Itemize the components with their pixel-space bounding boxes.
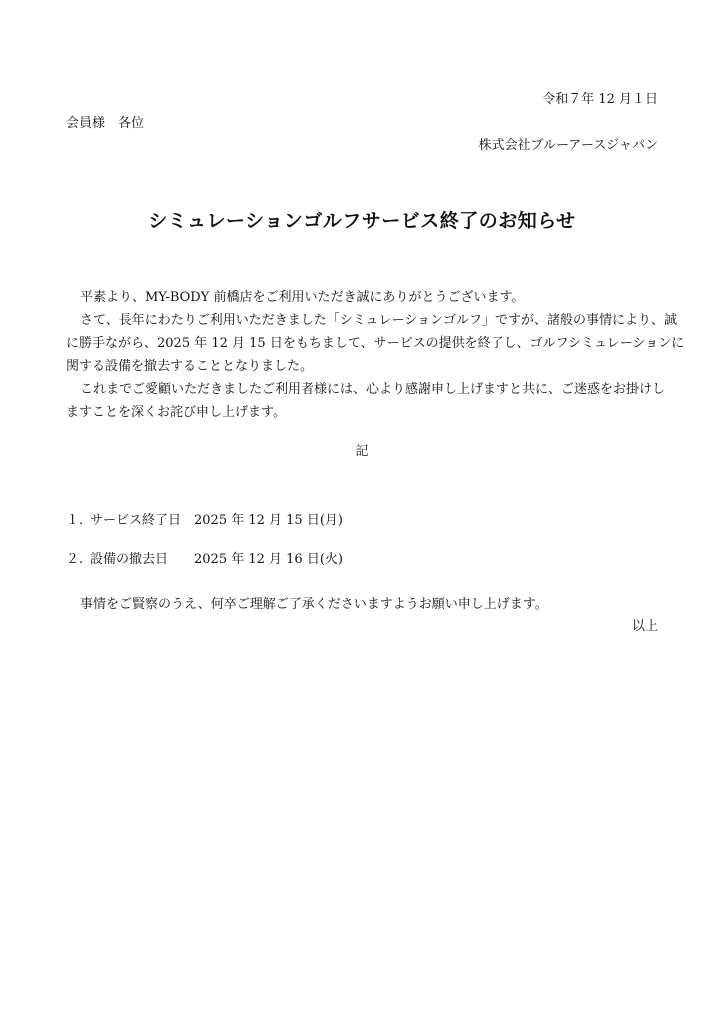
document-date: 令和７年 12 月１日 [542, 92, 658, 107]
item-number: ２. [66, 552, 84, 567]
item-removal-date [66, 552, 343, 568]
item-number: １. [66, 513, 84, 528]
closing-sentence: 事情をご賢察のうえ、何卒ご理解ご了承くださいますようお願い申し上げます。 [80, 597, 548, 612]
item-service-end [66, 513, 343, 529]
item-label: 設備の撤去日 [90, 552, 169, 567]
item-label: サービス終了日 [90, 513, 182, 528]
item-value: 2025 年 12 月 15 日(月) [194, 513, 343, 528]
body-line-5: これまでご愛顧いただきましたご利用者様には、心より感謝申し上げますと共に、ご迷惑をお掛けし [80, 382, 666, 397]
body-line-1: 平素より、MY-BODY 前橋店をご利用いただき誠にありがとうございます。 [80, 290, 525, 305]
ki-heading: 記 [355, 444, 369, 459]
body-line-2: さて、長年にわたりご利用いただきました「シミュレーションゴルフ」ですが、諸般の事情により、誠 [80, 313, 677, 328]
recipient: 会員様 各位 [66, 116, 145, 131]
body-line-6: ますことを深くお詫び申し上げます。 [66, 405, 286, 420]
page-title: シミュレーションゴルフサービス終了のお知らせ [148, 210, 576, 232]
item-value: 2025 年 12 月 16 日(火) [194, 552, 343, 567]
body-line-3: に勝手ながら、2025 年 12 月 15 日をもちまして、サービスの提供を終了し、ゴルフシミュレーションに [66, 336, 685, 351]
body-line-4: 関する設備を撤去することとなりました。 [66, 359, 314, 374]
ijou-closing: 以上 [631, 619, 658, 634]
sender-company: 株式会社ブルーアースジャパン [478, 138, 658, 153]
